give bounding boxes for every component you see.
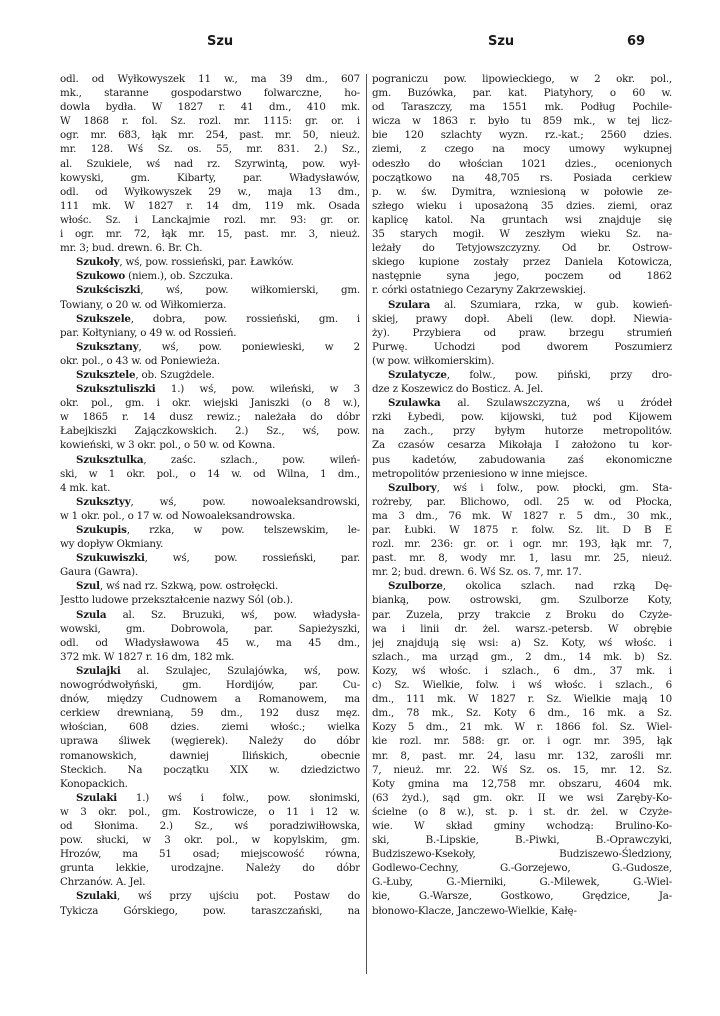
text-line: Purwę. Uchodzi pod dworem Poszumierz	[372, 340, 672, 353]
entry-headword: Szuksztuliszki	[76, 383, 156, 396]
text-line: mk., staranne gospodarstwo folwarczne, ho-	[60, 87, 360, 100]
text-line: Szuksztulka, zaśc. szlach., pow. wileń-	[76, 453, 360, 466]
entry-headword: Szulawka	[388, 397, 441, 410]
entry-headword: Szuksztulka	[76, 453, 144, 466]
text-line: Szuksztele, ob. Szugżdele.	[76, 368, 215, 381]
text-line: odl. od Władysławowa 45 w., ma 45 dm.,	[60, 636, 360, 649]
text-line: Szulatycze, folw., pow. piński, przy dro-	[388, 368, 672, 381]
entry-headword: Szukściszki	[76, 284, 141, 297]
text-line: pow. słucki, w 3 okr. pol., w kopylskim, gm.	[60, 834, 360, 847]
text-line: ma 3 dm., 76 mk. W 1827 r. 5 dm., 30 mk.,	[372, 509, 672, 522]
text-line: okr. pol., gm. i okr. wiejski Janiszki (o 8 w.),	[60, 397, 360, 410]
text-line: początkowo na 48,705 rs. Posiada cerkiew	[372, 171, 672, 184]
text-line: leżały do Tetyjowszczyzny. Od br. Ostrow-	[372, 242, 672, 255]
text-line: rożreby, par. Blichowo, odl. 25 w. od Płocka,	[372, 495, 672, 508]
text-line: mr. 2; bud. drewn. 6. Wś Sz. os. 7, mr. 17.	[372, 566, 582, 579]
text-line: 372 mk. W 1827 r. 16 dm, 182 mk.	[60, 650, 235, 663]
text-line: Szulara al. Szumiara, rzka, w gub. kowień-	[388, 298, 672, 311]
text-line: Łabejkiszki Zajączkowskich. 2.) Sz., wś, pow.	[60, 425, 360, 438]
text-line: kie, G.-Warsze, Gostkowo, Grędzice, Ja-	[372, 890, 672, 903]
text-line: 4 mk. kat.	[60, 481, 111, 494]
text-line: skiego kupione zostały przez Daniela Kotowicza,	[372, 256, 672, 269]
text-line: bianką, pow. ostrowski, gm. Szulborze Koty,	[372, 594, 672, 607]
entry-headword: Szul	[76, 580, 100, 593]
text-line: Kozy 5 dm., 21 mk. W r. 1866 fol. Sz. Wiel-	[372, 721, 672, 734]
text-line: rozl. mr. 236: gr. or. i ogr. mr. 193, łąk mr. 7,	[372, 538, 672, 551]
text-line: i ogr. mr. 72, łąk mr. 15, past. mr. 3, nieuż.	[60, 228, 360, 241]
text-line: Szulaki 1.) wś i folw., pow. słonimski,	[76, 791, 360, 804]
entry-headword: Szukuwiszki	[76, 552, 145, 565]
text-line: szlach., ma urząd gm., 2 dm., 14 mk. b) Sz.	[372, 650, 672, 663]
text-line: mr. 8, past. mr. 24, lasu mr. 132, zarośli mr.	[372, 749, 672, 762]
text-line: Szuksztany, wś, pow. poniewieski, w 2	[76, 340, 360, 353]
text-line: romanowskich, dawniej Ilińskich, obecnie	[60, 749, 360, 762]
entry-headword: Szuksztyy	[76, 495, 131, 508]
text-line: wa i linii dr. żel. warsz.-petersb. W obrębie	[372, 622, 672, 635]
text-line: bie 120 szlachty wyzn. rz.-kat.; 2560 dzies.	[372, 129, 672, 142]
text-line: kaplicę katol. Na gruntach wsi znajduje się	[372, 213, 672, 226]
text-line: Szuksztyy, wś, pow. nowoaleksandrowski,	[76, 495, 360, 508]
text-line: w 3 okr. pol., gm. Kostrowicze, o 11 i 12 w.	[60, 805, 360, 818]
text-line: włościan, 608 dzies. ziemi włośc.; wielka	[60, 721, 360, 734]
right-column	[372, 72, 672, 918]
entry-headword: Szukszele	[76, 312, 131, 325]
text-line: Konopackich.	[60, 777, 128, 790]
header-left-word: Szu	[207, 34, 234, 49]
text-line: past. mr. 8, wody mr. 1, lasu mr. 25, nieuż.	[372, 552, 672, 565]
page-header	[0, 34, 720, 54]
text-line: Szukszele, dobra, pow. rossieński, gm. i	[76, 312, 360, 325]
text-line: dowla bydła. W 1827 r. 41 dm., 410 mk.	[60, 101, 360, 114]
text-line: błonowo-Klacze, Janczewo-Wielkie, Kałę-	[372, 904, 577, 917]
text-line: par. Łubki. W 1875 r. folw. Sz. lit. D B E	[372, 524, 672, 536]
entry-headword: Szukupis	[76, 524, 127, 536]
text-line: dm., 78 mk., Sz. Koty 6 dm., 16 mk. a Sz.	[372, 707, 672, 720]
text-line: odl. od Wyłkowyszek 11 w., ma 39 dm., 607	[60, 73, 360, 85]
entry-headword: Szulara	[388, 298, 431, 311]
text-line: Za czasów cesarza Mikołaja I założono tu kor-	[372, 439, 672, 452]
text-line: mr. 3; bud. drewn. 6. Br. Ch.	[60, 242, 203, 255]
page-number: 69	[627, 34, 646, 49]
text-line: uprawa śliwek (węgierek). Należy do dóbr	[60, 735, 360, 748]
text-line: mr. 128. Wś Sz. os. 55, mr. 831. 2.) Sz.,	[60, 143, 360, 156]
text-line: ziemi, z czego na mocy umowy wykupnej	[372, 143, 672, 156]
text-line: dnów, między Cudnowem a Romanowem, ma	[60, 693, 360, 706]
text-line: ski, B.-Lipskie, B.-Piwki, B.-Oprawczyki,	[372, 834, 672, 847]
text-line: kowieński, w 3 okr. pol., o 50 w. od Kowna.	[60, 439, 276, 452]
text-line: ski, w 1 okr. pol., o 14 w. od Wilna, 1 dm.,	[60, 467, 360, 480]
text-line: dm., 111 mk. W 1827 r. Sz. Wielkie mają 10	[372, 693, 672, 706]
entry-headword: Szukoły	[76, 256, 120, 269]
text-line: Szukściszki, wś, pow. wiłkomierski, gm.	[76, 284, 360, 297]
entry-headword: Szulbory	[388, 481, 437, 494]
text-line: par. Kołtyniany, o 49 w. od Rossień.	[60, 326, 237, 339]
text-line: wowski, gm. Dobrowola, par. Sapieżyszki,	[60, 622, 360, 635]
text-line: Budziszewo-Ksekoły, Budziszewo-Śledziony,	[372, 848, 672, 861]
text-line: szłego wieku i uposażoną 35 dzies. ziemi, oraz	[372, 199, 672, 212]
text-line: w 1 okr. pol., o 17 w. od Nowoaleksandrowska.	[60, 509, 296, 522]
text-line: wy dopływ Okmiany.	[60, 538, 164, 551]
text-line: odeszło do włościan 1021 dzies., ocenionych	[372, 157, 672, 170]
text-line: Szulajki al. Szulajec, Szulajówka, wś, pow.	[76, 664, 360, 677]
text-line: 111 mk. W 1827 r. 14 dm, 119 mk. Osada	[60, 199, 360, 212]
text-line: Steckich. Na początku XIX w. dziedzictwo	[60, 763, 360, 776]
text-line: Gaura (Gawra).	[60, 566, 139, 579]
text-line: dze z Koszewicz do Bosticz. A. Jel.	[372, 383, 544, 396]
text-line: Tykicza Górskiego, pow. taraszczański, na	[60, 904, 360, 917]
text-line: kowyski, gm. Kibarty, par. Władysławów,	[60, 171, 360, 184]
text-line: Chrzanów. A. Jel.	[60, 876, 146, 889]
text-line: par. Zuzela, przy trakcie z Broku do Czyże-	[372, 608, 672, 621]
entry-headword: Szula	[76, 608, 107, 621]
text-line: Szulawka al. Szulawszczyzna, wś u źródeł	[388, 397, 672, 410]
text-line: (w pow. wiłkomierskim).	[372, 354, 495, 367]
text-line: ogr. mr. 683, łąk mr. 254, past. mr. 50, nieuż.	[60, 129, 360, 142]
text-line: na zach., przy byłym hutorze metropolitów.	[372, 425, 672, 438]
text-line: cerkiew drewnianą, 59 dm., 192 dusz męz.	[60, 707, 360, 720]
text-line: Szukuwiszki, wś, pow. rossieński, par.	[76, 552, 360, 565]
text-line: ścielne (o 8 w.), st. p. i st. dr. żel. w Czyże-	[372, 805, 672, 818]
column-divider	[366, 74, 367, 974]
text-line: skiej, prawy dopł. Abeli (lew. dopł. Niewia-	[372, 312, 672, 325]
text-line: 35 starych mogił. W zeszłym wieku Sz. na-	[372, 228, 672, 241]
text-line: Kozy, wś włośc. i szlach., 6 dm., 37 mk. i	[372, 664, 672, 677]
entry-headword: Szuksztany	[76, 340, 139, 353]
text-line: nowogródwołyński, gm. Hordijów, par. Cu-	[60, 679, 360, 692]
text-line: wie. W skład gminy wchodzą: Brulino-Ko-	[372, 819, 672, 832]
text-line: metropolitów przeniesiono w inne miejsce.	[372, 467, 588, 480]
text-line: G.-Łuby, G.-Mierniki, G.-Milewek, G.-Wiel-	[372, 876, 672, 889]
text-line: w 1865 r. 14 dusz rewiz.; należała do dóbr	[60, 411, 360, 424]
text-line: al. Szukiele, wś nad rz. Szyrwintą, pow. wył-	[60, 157, 360, 170]
entry-headword: Szulatycze	[388, 368, 447, 381]
text-line: Szukowo (niem.), ob. Szczuka.	[76, 270, 233, 283]
text-line: jej znajdują się wsi: a) Sz. Koty, wś włośc. i	[372, 636, 672, 649]
text-line: następnie syna jego, poczem od 1862	[372, 270, 672, 283]
entry-headword: Szulajki	[76, 664, 121, 677]
text-line: Szukupis, rzka, w pow. telszewskim, le-	[76, 524, 360, 536]
text-line: Jestto ludowe przekształcenie nazwy Sól (ob.).	[60, 594, 293, 607]
text-line: Szukoły, wś, pow. rossieński, par. Ławków.	[76, 256, 294, 269]
text-line: ży). Przybiera od praw. brzegu strumień	[372, 326, 672, 339]
entry-headword: Szulborze	[388, 580, 443, 593]
text-line: r. córki ostatniego Cezaryny Zakrzewskiej.	[372, 284, 586, 297]
text-line: c) Sz. Wielkie, folw. i wś włośc. i szlach., 6	[372, 679, 672, 692]
text-line: Szulborze, okolica szlach. nad rzką Dę-	[388, 580, 672, 593]
text-line: Szulaki, wś przy ujściu pot. Postaw do	[76, 890, 360, 903]
text-line: gm. Buzówka, par. kat. Piatyhory, o 60 w.	[372, 87, 672, 100]
text-line: Godlewo-Cechny, G.-Gorzejewo, G.-Gudosze,	[372, 862, 672, 875]
text-line: Towiany, o 20 w. od Wiłkomierza.	[60, 298, 227, 311]
text-line: Szulbory, wś i folw., pow. płocki, gm. Sta-	[388, 481, 672, 494]
text-line: włośc. Sz. i Lanckajmie rozl. mr. 93: gr. or.	[60, 213, 360, 226]
text-line: W 1868 r. fol. Sz. rozl. mr. 1115: gr. or. i	[60, 115, 360, 128]
text-line: Szula al. Sz. Bruzuki, wś, pow. władysła-	[76, 608, 360, 621]
left-column	[60, 72, 360, 918]
text-line: grunta lekkie, urodzajne. Należy do dóbr	[60, 862, 360, 875]
text-line: 7, nieuż. mr. 22. Wś Sz. os. 15, mr. 12. Sz.	[372, 763, 672, 776]
text-line: pograniczu pow. lipowieckiego, w 2 okr. pol.,	[372, 73, 672, 85]
text-line: od Taraszczy, ma 1551 mk. Podług Pochile-	[372, 101, 672, 114]
text-line: p. w. św. Dymitra, wzniesioną w połowie ze-	[372, 185, 672, 198]
text-line: od Słonima. 2.) Sz., wś poradziwiłłowska,	[60, 819, 360, 832]
entry-headword: Szukowo	[76, 270, 126, 283]
text-line: Hrozów, ma 51 osad; miejscowość równa,	[60, 848, 360, 861]
text-line: Koty gmina ma 12,758 mr. obszaru, 4604 mk.	[372, 777, 672, 790]
text-line: (63 żyd.), sąd gm. okr. II we wsi Zaręby-Ko-	[372, 791, 672, 804]
text-line: kie rozl. mr. 588: gr. or. i ogr. mr. 395, łąk	[372, 735, 672, 748]
entry-headword: Szulaki	[76, 791, 117, 804]
text-line: okr. pol., o 43 w. od Poniewieża.	[60, 354, 220, 367]
text-line: Szul, wś nad rz. Szkwą, pow. ostrołęcki.	[76, 580, 279, 593]
header-center-word: Szu	[488, 34, 515, 49]
entry-headword: Szulaki	[76, 890, 117, 903]
text-line: Szuksztuliszki 1.) wś, pow. wileński, w 3	[76, 383, 360, 396]
text-line: rzki Łybedi, pow. kijowski, tuż pod Kijowem	[372, 411, 672, 424]
text-line: pus kadetów, zabudowania zaś ekonomiczne	[372, 453, 672, 466]
text-line: odl. od Wyłkowyszek 29 w., maja 13 dm.,	[60, 185, 360, 198]
entry-headword: Szuksztele	[76, 368, 136, 381]
text-line: wicza w 1863 r. było tu 859 mk., w tej licz-	[372, 115, 672, 128]
